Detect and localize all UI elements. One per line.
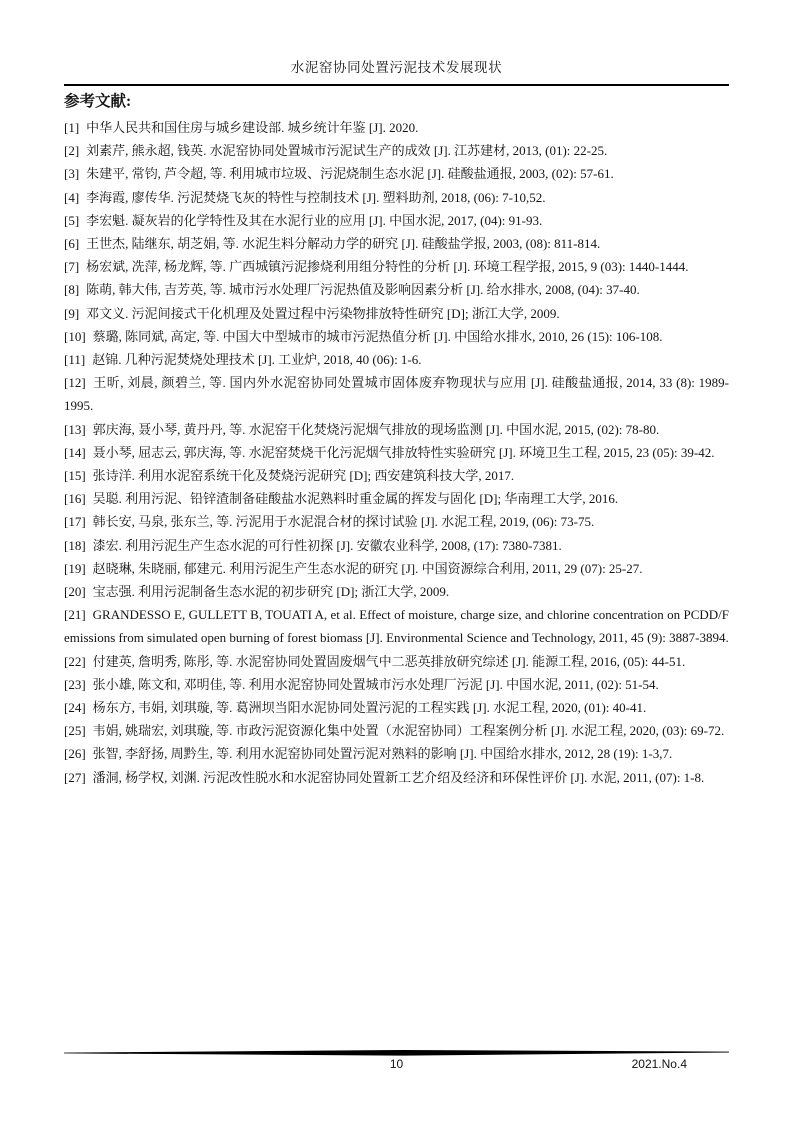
reference-item (64, 139, 729, 162)
reference-text: 张智, 李舒扬, 周黔生, 等. 利用水泥窑协同处置污泥对熟料的影响 [J]. 中国给水排水, 2012, 28 (19): 1-3,7. (92, 746, 673, 762)
reference-id: [11] (64, 352, 86, 368)
reference-id: [19] (64, 560, 86, 576)
reference-item (64, 209, 729, 232)
reference-id: [7] (64, 259, 80, 275)
reference-id: [24] (64, 700, 86, 716)
reference-id: [6] (64, 236, 80, 252)
reference-item (64, 580, 729, 603)
reference-id: [16] (64, 491, 86, 507)
reference-id: [9] (64, 305, 80, 321)
reference-item (64, 464, 729, 487)
page-footer (0, 1057, 793, 1073)
reference-item (64, 673, 729, 696)
reference-item (64, 371, 729, 417)
running-title: 水泥窑协同处置污泥技术发展现状 (290, 60, 503, 75)
reference-text: 漆宏. 利用污泥生产生态水泥的可行性初探 [J]. 安徽农业科学, 2008, (17): 7380-7381. (92, 537, 562, 553)
reference-id: [15] (64, 468, 86, 484)
reference-item (64, 510, 729, 533)
reference-id: [14] (64, 444, 86, 460)
reference-id: [12] (64, 375, 86, 391)
reference-item (64, 348, 729, 371)
reference-text: 张诗洋. 利用水泥窑系统干化及焚烧污泥研究 [D]; 西安建筑科技大学, 2017. (92, 468, 515, 484)
reference-text: 潘洞, 杨学权, 刘渊. 污泥改性脱水和水泥窑协同处置新工艺介绍及经济和环保性评价 [J]. 水泥, 2011, (07): 1-8. (92, 769, 705, 785)
reference-item (64, 418, 729, 441)
reference-text: 付建英, 詹明秀, 陈彤, 等. 水泥窑协同处置固废烟气中二恶英排放研究综述 [J]. 能源工程, 2016, (05): 44-51. (92, 653, 686, 669)
footer-divider (64, 1049, 729, 1057)
reference-text: 聂小琴, 屈志云, 郭庆海, 等. 水泥窑焚烧干化污泥烟气排放特性实验研究 [J]. 环境卫生工程, 2015, 23 (05): 39-42. (92, 444, 715, 460)
reference-text: 赵晓琳, 朱晓丽, 郁建元. 利用污泥生产生态水泥的研究 [J]. 中国资源综合利用, 2011, 29 (07): 25-27. (92, 560, 643, 576)
reference-id: [2] (64, 143, 80, 159)
reference-item (64, 603, 729, 649)
reference-item (64, 186, 729, 209)
reference-text: 李宏魁. 凝灰岩的化学特性及其在水泥行业的应用 [J]. 中国水泥, 2017, (04): 91-93. (86, 212, 543, 228)
reference-item (64, 650, 729, 673)
reference-text: 韩长安, 马泉, 张东兰, 等. 污泥用于水泥混合材的探讨试验 [J]. 水泥工程, 2019, (06): 73-75. (92, 514, 595, 530)
reference-text: 王世杰, 陆继东, 胡芝娟, 等. 水泥生料分解动力学的研究 [J]. 硅酸盐学报, 2003, (08): 811-814. (86, 236, 601, 252)
reference-item (64, 278, 729, 301)
reference-item (64, 487, 729, 510)
reference-text: 刘素芹, 熊永超, 钱英. 水泥窑协同处置城市污泥试生产的成效 [J]. 江苏建材, 2013, (01): 22-25. (86, 143, 608, 159)
reference-item (64, 719, 729, 742)
reference-item (64, 302, 729, 325)
reference-id: [21] (64, 607, 86, 623)
reference-id: [27] (64, 769, 86, 785)
reference-text: 邓文义. 污泥间接式干化机理及处置过程中污染物排放特性研究 [D]; 浙江大学, 2009. (86, 305, 560, 321)
reference-id: [1] (64, 120, 80, 135)
reference-id: [25] (64, 723, 86, 739)
reference-text: 陈萌, 韩大伟, 吉芳英, 等. 城市污水处理厂污泥热值及影响因素分析 [J]. 给水排水, 2008, (04): 37-40. (86, 282, 640, 298)
reference-text: 杨东方, 韦娟, 刘琪璇, 等. 葛洲坝当阳水泥协同处置污泥的工程实践 [J]. 水泥工程, 2020, (01): 40-41. (92, 700, 647, 716)
reference-item (64, 255, 729, 278)
reference-item (64, 557, 729, 580)
reference-text: 中华人民共和国住房与城乡建设部. 城乡统计年鉴 [J]. 2020. (86, 120, 419, 135)
reference-item (64, 325, 729, 348)
reference-id: [10] (64, 328, 86, 344)
reference-item (64, 116, 729, 139)
reference-text: 李海霞, 廖传华. 污泥焚烧飞灰的特性与控制技术 [J]. 塑料助剂, 2018, (06): 7-10,52. (86, 189, 546, 205)
reference-id: [22] (64, 653, 86, 669)
reference-text: 张小雄, 陈文和, 邓明佳, 等. 利用水泥窑协同处置城市污水处理厂污泥 [J]. 中国水泥, 2011, (02): 51-54. (92, 676, 659, 692)
reference-item (64, 534, 729, 557)
reference-text: 杨宏斌, 冼萍, 杨龙辉, 等. 广西城镇污泥掺烧利用组分特性的分析 [J]. 环境工程学报, 2015, 9 (03): 1440-1444. (86, 259, 689, 275)
reference-text: 吴聪. 利用污泥、铅锌渣制备硅酸盐水泥熟料时重金属的挥发与固化 [D]; 华南理工大学, 2016. (92, 491, 619, 507)
reference-text: 韦娟, 姚瑞宏, 刘琪璇, 等. 市政污泥资源化集中处置（水泥窑协同）工程案例分析 [J]. 水泥工程, 2020, (03): 69-72. (92, 723, 725, 739)
reference-id: [23] (64, 676, 86, 692)
issue-number: 2021.No.4 (631, 1057, 687, 1071)
references-section (64, 91, 729, 789)
reference-item (64, 441, 729, 464)
reference-id: [20] (64, 584, 86, 600)
header-rule (64, 84, 729, 86)
reference-text: 蔡璐, 陈同斌, 高定, 等. 中国大中型城市的城市污泥热值分析 [J]. 中国给水排水, 2010, 26 (15): 106-108. (92, 328, 663, 344)
reference-item (64, 696, 729, 719)
reference-item (64, 162, 729, 185)
reference-id: [8] (64, 282, 80, 298)
reference-text: 宝志强. 利用污泥制备生态水泥的初步研究 [D]; 浙江大学, 2009. (92, 584, 450, 600)
reference-id: [13] (64, 421, 86, 437)
reference-id: [5] (64, 212, 80, 228)
reference-id: [26] (64, 746, 86, 762)
reference-text: 王昕, 刘晨, 颜碧兰, 等. 国内外水泥窑协同处置城市固体废弃物现状与应用 [J]. 硅酸盐通报, 2014, 33 (8): 1989-1995. (64, 375, 729, 414)
reference-item (64, 232, 729, 255)
page-number: 10 (389, 1057, 404, 1071)
reference-item (64, 742, 729, 765)
reference-text: 赵锦. 几种污泥焚烧处理技术 [J]. 工业炉, 2018, 40 (06): 1-6. (92, 352, 422, 368)
reference-id: [3] (64, 166, 80, 182)
reference-id: [4] (64, 189, 80, 205)
references-heading: 参考文献: (64, 93, 132, 110)
reference-id: [17] (64, 514, 86, 530)
reference-text: 朱建平, 常钧, 芦令超, 等. 利用城市垃圾、污泥烧制生态水泥 [J]. 硅酸盐通报, 2003, (02): 57-61. (86, 166, 614, 182)
reference-item (64, 766, 729, 789)
reference-text: GRANDESSO E, GULLETT B, TOUATI A, et al. Effect of moisture, charge size, and chlorine concentration on PCDD/F emissions from simulated open burning of forest biomass [J]. Environmental Science and Technology, 2011, 45 (9): 3887-3894. (64, 607, 729, 646)
reference-text: 郭庆海, 聂小琴, 黄丹丹, 等. 水泥窑干化焚烧污泥烟气排放的现场监测 [J]. 中国水泥, 2015, (02): 78-80. (92, 421, 660, 437)
reference-id: [18] (64, 537, 86, 553)
